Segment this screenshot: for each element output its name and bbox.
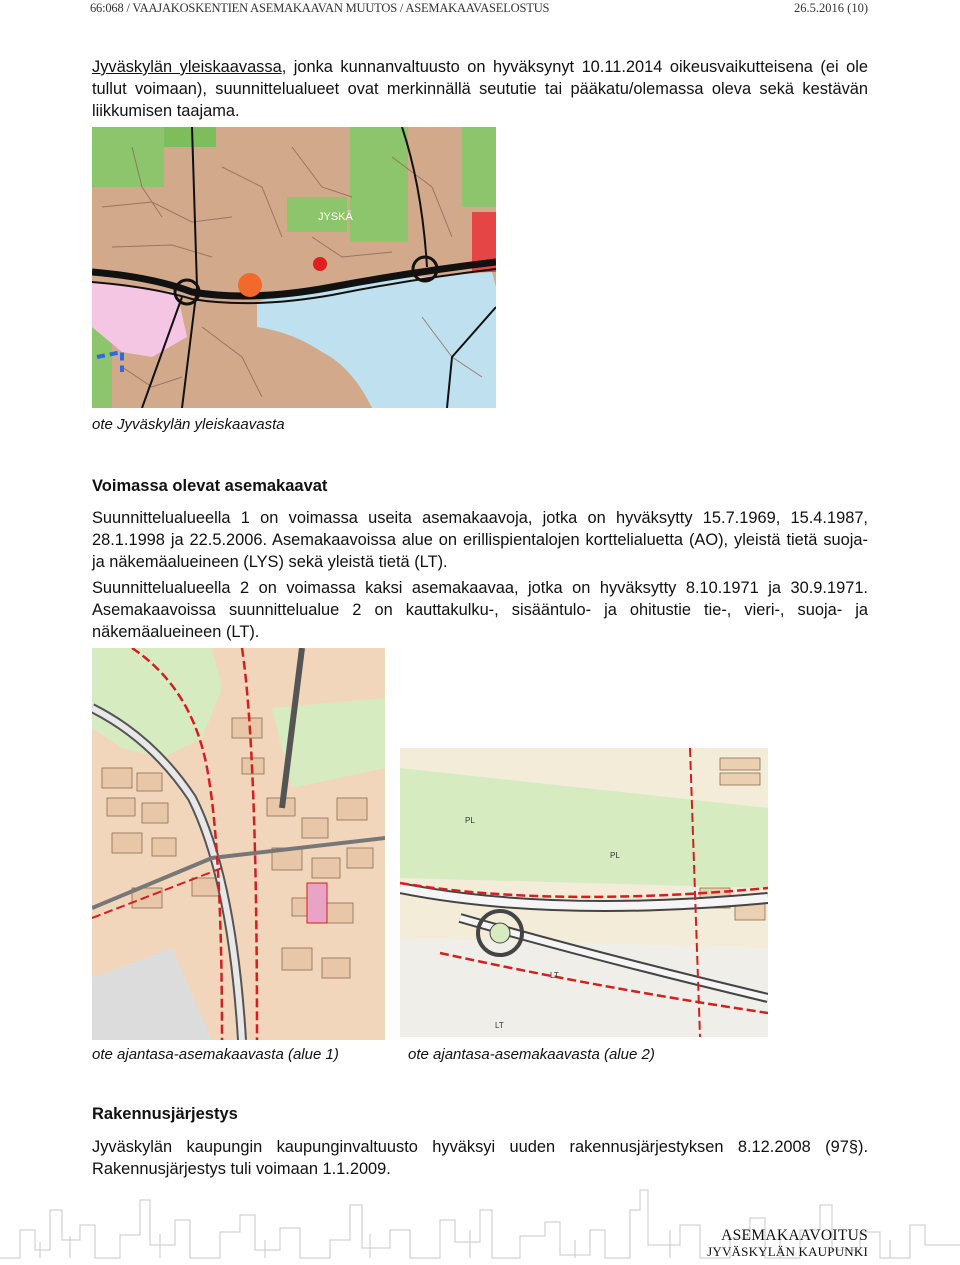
section-heading-rakennusjarjestys: Rakennusjärjestys bbox=[92, 1105, 238, 1123]
map3-caption: ote ajantasa-asemakaavasta (alue 2) bbox=[408, 1046, 655, 1063]
yleiskaava-map bbox=[92, 127, 496, 408]
map3-label-pl-1: PL bbox=[465, 816, 475, 825]
asemakaava-map-area-1 bbox=[92, 648, 385, 1040]
asemakaava-map-area-2 bbox=[400, 748, 768, 1037]
intro-text: , jonka kunnanvaltuusto on hyväksynyt 10.11.2014 oikeusvaikutteisena (ei ole tullut voimaan), suunnittelualueet ovat merkinnällä seututie tai pääkatu/olemassa oleva sekä kestävän liikkumisen taajama. bbox=[92, 58, 868, 120]
map1-caption: ote Jyväskylän yleiskaavasta bbox=[92, 416, 285, 433]
map2-caption: ote ajantasa-asemakaavasta (alue 1) bbox=[92, 1046, 339, 1063]
map-place-label: JYSKÄ bbox=[318, 211, 353, 223]
map3-label-pl-2: PL bbox=[610, 851, 620, 860]
section-heading-asemakaavat: Voimassa olevat asemakaavat bbox=[92, 477, 328, 495]
map3-label-lt-1: LT bbox=[495, 1021, 504, 1030]
footer-brand bbox=[707, 1227, 868, 1259]
map3-label-lt-2: LT bbox=[550, 971, 559, 980]
footer-brand-line-2: JYVÄSKYLÄN KAUPUNKI bbox=[707, 1244, 868, 1259]
section2-paragraph: Jyväskylän kaupungin kaupunginvaltuusto hyväksyi uuden rakennusjärjestyksen 8.12.2008 (97§). Rakennusjärjestys tuli voimaan 1.1.2009. bbox=[92, 1138, 868, 1178]
section1-paragraph-1: Suunnittelualueella 1 on voimassa useita asemakaavoja, jotka on hyväksytty 15.7.1969, 15.4.1987, 28.1.1998 ja 22.5.2006. Asemakaavoissa alue on erillispientalojen korttelialuetta (AO), yleistä tietä suoja- ja näkemäalueineen (LYS) sekä yleistä tietä (LT). bbox=[92, 509, 868, 571]
header-date-page: 26.5.2016 (10) bbox=[794, 1, 868, 15]
section1-paragraph-2: Suunnittelualueella 2 on voimassa kaksi asemakaavaa, jotka on hyväksytty 8.10.1971 ja 30.9.1971. Asemakaavoissa suunnittelualue 2 on kauttakulku-, sisääntulo- ja ohitustie tie-, vieri-, suoja- ja näkemäalueineen (LT). bbox=[92, 579, 868, 641]
intro-paragraph bbox=[92, 56, 868, 122]
header-document-title: 66:068 / VAAJAKOSKENTIEN ASEMAKAAVAN MUUTOS / ASEMAKAAVASELOSTUS bbox=[90, 1, 550, 15]
page-header bbox=[92, 0, 868, 20]
yleiskaava-link[interactable]: Jyväskylän yleiskaavassa bbox=[92, 58, 282, 76]
footer-brand-line-1: ASEMAKAAVOITUS bbox=[721, 1227, 868, 1244]
